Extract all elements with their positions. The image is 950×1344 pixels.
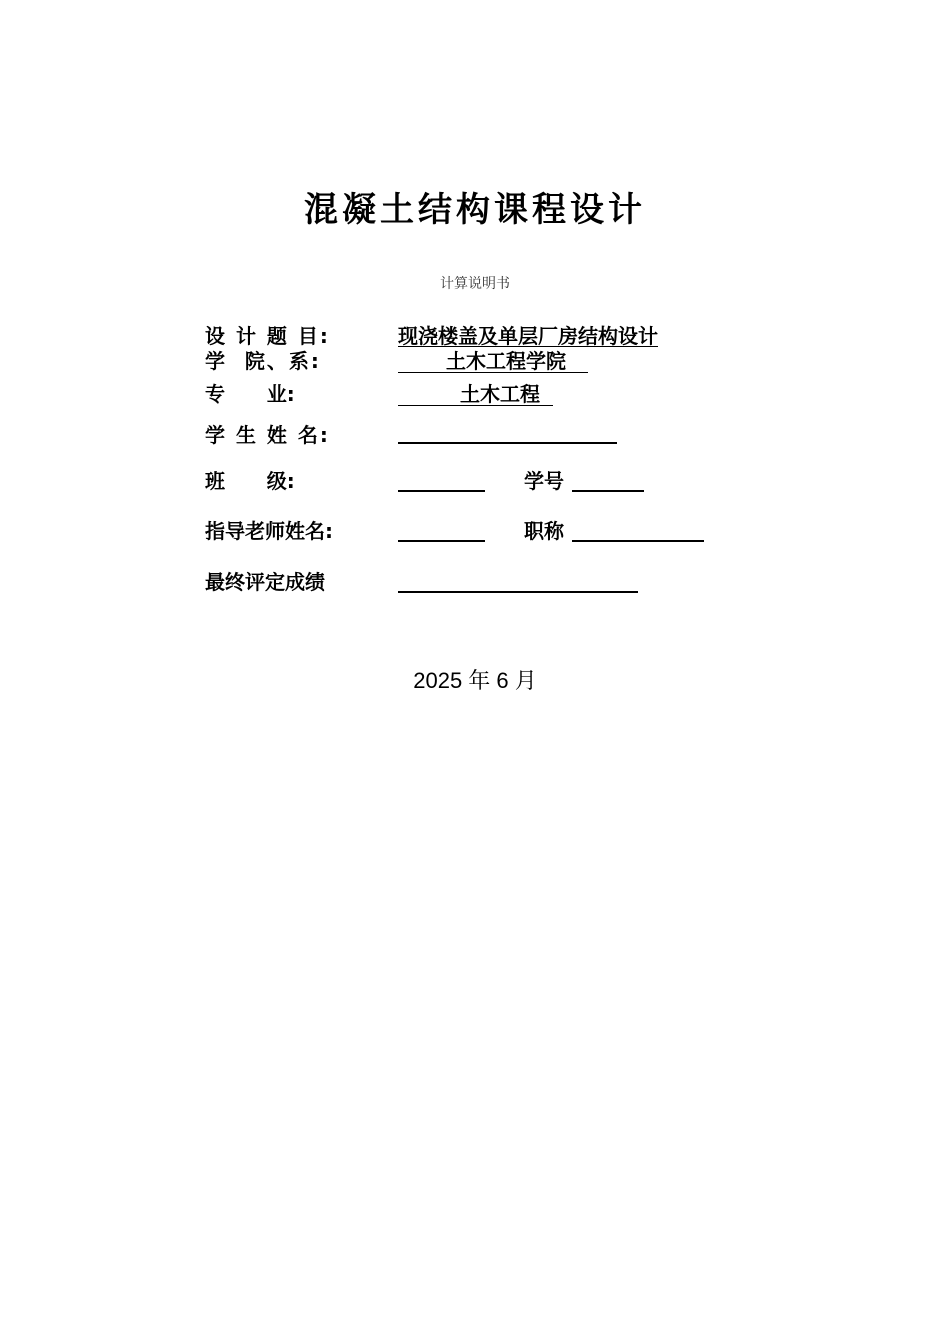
class-row [0, 468, 950, 498]
document-subtitle: 计算说明书 [440, 276, 510, 292]
final-grade-label: 最终评定成绩 [205, 570, 325, 594]
final-grade-blank [398, 591, 638, 593]
major-label: 专 业: [205, 382, 295, 406]
final-grade-row [0, 569, 950, 599]
college-row [0, 348, 950, 378]
class-label: 班 级: [205, 469, 295, 493]
document-date: 2025 年 6 月 [413, 668, 537, 693]
major-row [0, 381, 950, 411]
title-rank-blank [572, 540, 704, 542]
student-name-label: 学 生 姓 名: [205, 423, 330, 447]
student-name-blank [398, 442, 617, 444]
college-value: 土木工程学院 [446, 349, 566, 373]
student-name-row [0, 422, 950, 452]
college-label: 学 院、系: [205, 349, 321, 373]
advisor-blank [398, 540, 485, 542]
student-id-label: 学号 [524, 469, 564, 493]
class-blank [398, 490, 485, 492]
topic-label: 设 计 题 目: [205, 324, 330, 348]
title-rank-label: 职称 [524, 519, 564, 543]
advisor-label: 指导老师姓名: [205, 519, 333, 543]
topic-value: 现浇楼盖及单层厂房结构设计 [398, 324, 658, 348]
major-value: 土木工程 [460, 382, 540, 406]
student-id-blank [572, 490, 644, 492]
advisor-row [0, 518, 950, 548]
document-title: 混凝土结构课程设计 [304, 190, 646, 230]
